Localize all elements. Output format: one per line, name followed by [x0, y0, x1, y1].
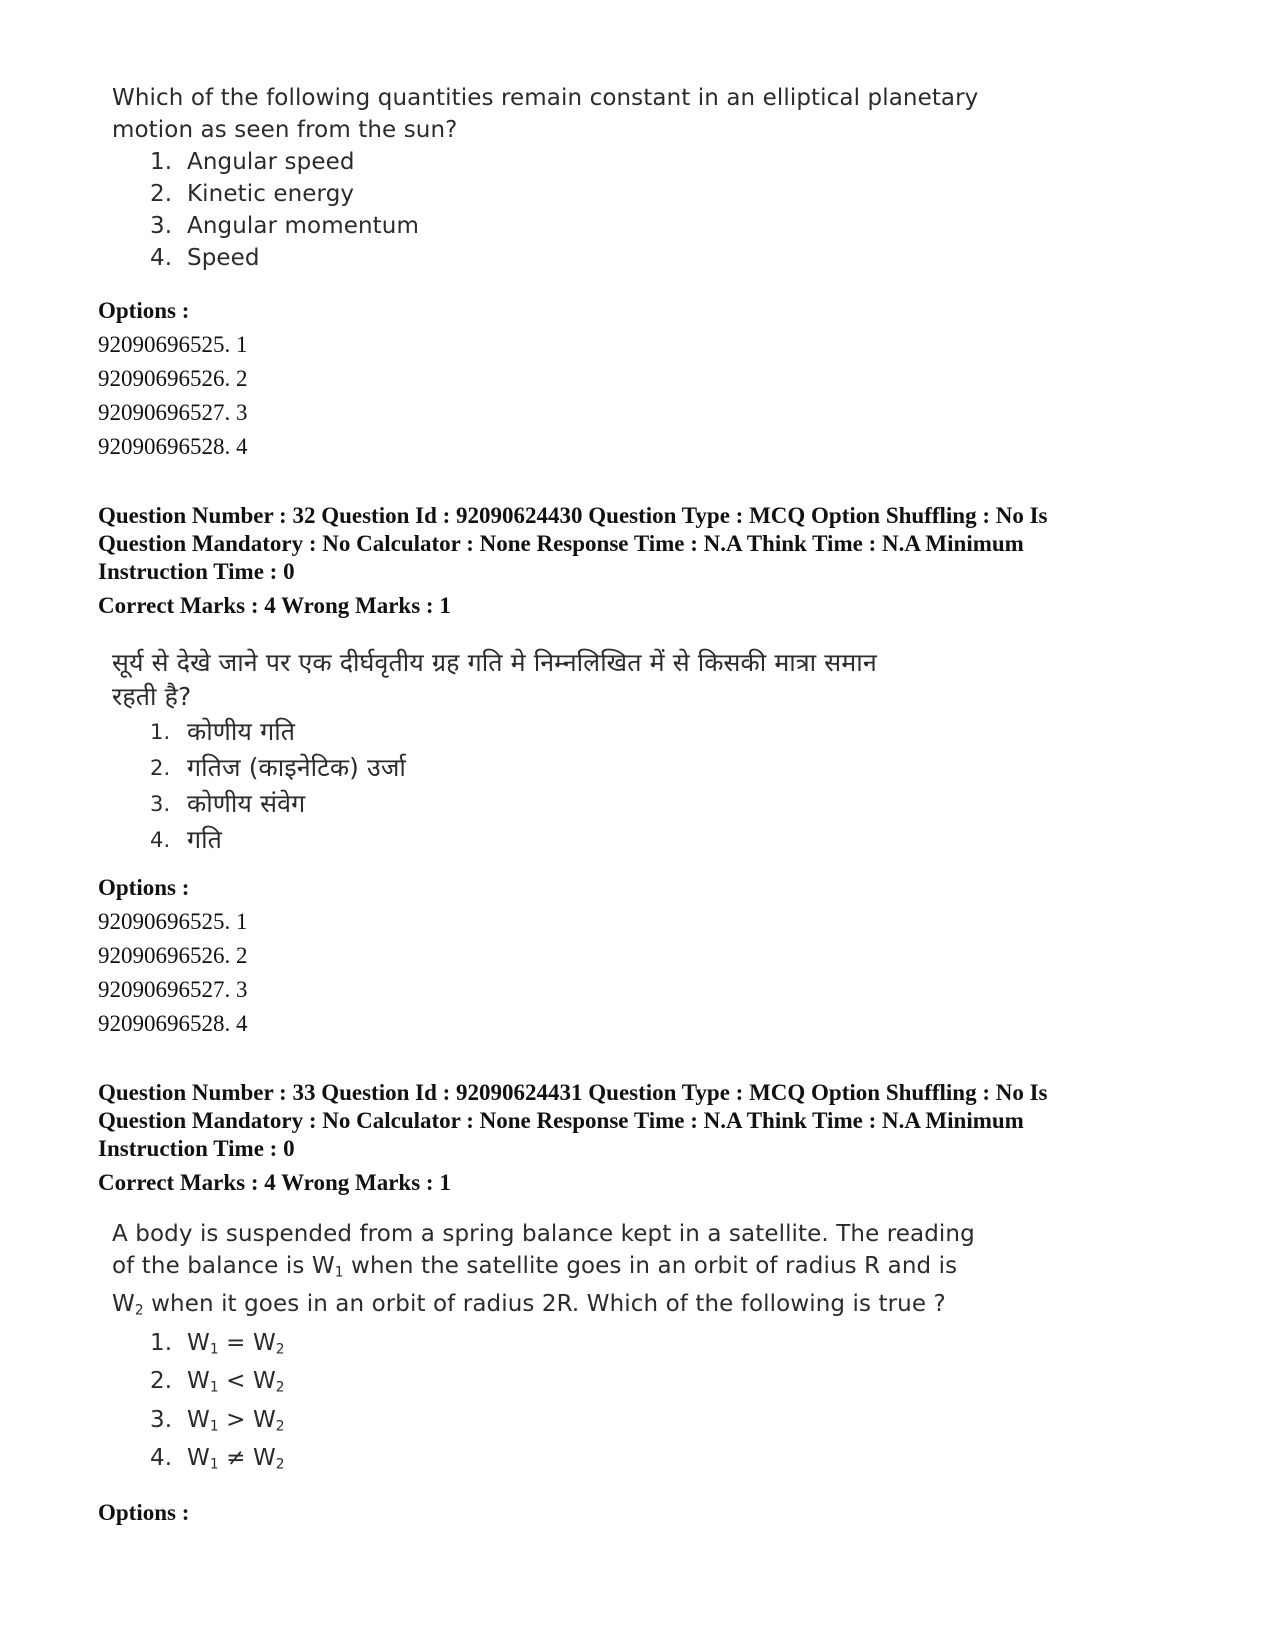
choice-text: Speed — [187, 245, 260, 271]
choice-item — [112, 210, 978, 242]
question-31-image — [112, 82, 978, 274]
marks-line: Correct Marks : 4 Wrong Marks : 1 — [98, 593, 451, 618]
question-stem-line: रहती है? — [112, 682, 192, 711]
meta-line: Question Number : 32 Question Id : 92090624430 Question Type : MCQ Option Shuffling : No Is — [98, 503, 1048, 528]
meta-line: Question Mandatory : No Calculator : None Response Time : N.A Think Time : N.A Minimum — [98, 1108, 1024, 1133]
choice-number: 1. — [150, 1329, 173, 1356]
question-32-meta — [98, 502, 1198, 620]
choice-text: $W_1 > W_2$ — [187, 1406, 285, 1435]
option-row: 92090696525. 1 — [98, 909, 248, 934]
question-stem-line — [112, 1288, 975, 1326]
meta-line: Question Mandatory : No Calculator : None Response Time : N.A Think Time : N.A Minimum — [98, 531, 1024, 556]
choice-item — [112, 1327, 975, 1365]
stem-text: of the balance is W — [112, 1253, 335, 1279]
choice-item — [112, 786, 877, 822]
meta-line: Question Number : 33 Question Id : 92090624431 Question Type : MCQ Option Shuffling : No Is — [98, 1080, 1048, 1105]
choice-item — [112, 750, 877, 786]
marks-line: Correct Marks : 4 Wrong Marks : 1 — [98, 1170, 451, 1195]
choice-text: $W_1 \ne W_2$ — [187, 1445, 285, 1473]
choice-number: 3. — [150, 1406, 173, 1433]
choice-number: 4. — [150, 1445, 173, 1472]
choice-list — [112, 1327, 975, 1481]
choice-list — [112, 146, 978, 274]
stem-text: when it goes in an orbit of radius 2R. Which of the following is true ? — [143, 1291, 946, 1318]
choice-item — [112, 146, 978, 178]
choice-number: 1. — [150, 149, 173, 175]
question-stem-line: motion as seen from the sun? — [112, 117, 458, 143]
choice-text: Angular speed — [187, 149, 355, 175]
choice-number: 4. — [150, 245, 173, 271]
choice-number: 2. — [150, 1368, 173, 1395]
subscript: 2 — [134, 1302, 144, 1319]
choice-text: $W_1 = W_2$ — [187, 1329, 285, 1358]
option-row: 92090696527. 3 — [98, 400, 248, 425]
choice-text: कोणीय गति — [187, 717, 296, 746]
choice-item — [112, 822, 877, 858]
choice-text: Kinetic energy — [187, 181, 355, 207]
option-row: 92090696528. 4 — [98, 1011, 248, 1036]
choice-item — [112, 1404, 975, 1442]
question-33-options — [98, 1496, 189, 1530]
choice-item — [112, 1365, 975, 1403]
choice-item — [112, 178, 978, 210]
options-heading: Options : — [98, 1500, 190, 1525]
choice-number: 2. — [150, 181, 173, 207]
question-stem-line — [112, 1250, 975, 1288]
choice-text: गतिज (काइनेटिक) उर्जा — [187, 753, 406, 782]
choice-number: 4. — [150, 828, 171, 852]
choice-number: 3. — [150, 792, 171, 816]
option-row: 92090696528. 4 — [98, 434, 248, 459]
choice-text: कोणीय संवेग — [187, 789, 306, 818]
question-stem-line: Which of the following quantities remain constant in an elliptical planetary — [112, 85, 979, 111]
choice-number: 1. — [150, 720, 171, 744]
meta-line: Instruction Time : 0 — [98, 559, 295, 584]
stem-text: when the satellite goes in an orbit of radius R and is — [343, 1253, 958, 1279]
question-33-meta — [98, 1079, 1198, 1197]
question-33-image — [112, 1218, 975, 1481]
question-32-image — [112, 646, 877, 858]
question-32-options — [98, 871, 248, 1041]
choice-item — [112, 714, 877, 750]
options-heading: Options : — [98, 875, 190, 900]
choice-text: $W_1 < W_2$ — [187, 1368, 285, 1396]
options-heading: Options : — [98, 298, 190, 323]
option-row: 92090696526. 2 — [98, 943, 248, 968]
option-row: 92090696526. 2 — [98, 366, 248, 391]
choice-number: 2. — [150, 756, 171, 780]
option-row: 92090696525. 1 — [98, 332, 248, 357]
option-row: 92090696527. 3 — [98, 977, 248, 1002]
choice-text: गति — [187, 825, 223, 854]
stem-text: W — [112, 1291, 135, 1318]
choice-text: Angular momentum — [187, 213, 419, 239]
meta-line: Instruction Time : 0 — [98, 1136, 295, 1161]
question-stem-line: A body is suspended from a spring balance kept in a satellite. The reading — [112, 1221, 975, 1247]
question-31-options — [98, 294, 248, 464]
choice-list — [112, 714, 877, 858]
question-stem-line: सूर्य से देखे जाने पर एक दीर्घवृतीय ग्रह गति मे निम्नलिखित में से किसकी मात्रा समान — [112, 648, 877, 677]
choice-item — [112, 1442, 975, 1480]
choice-number: 3. — [150, 213, 173, 239]
subscript: 1 — [334, 1264, 344, 1281]
choice-item — [112, 242, 978, 274]
